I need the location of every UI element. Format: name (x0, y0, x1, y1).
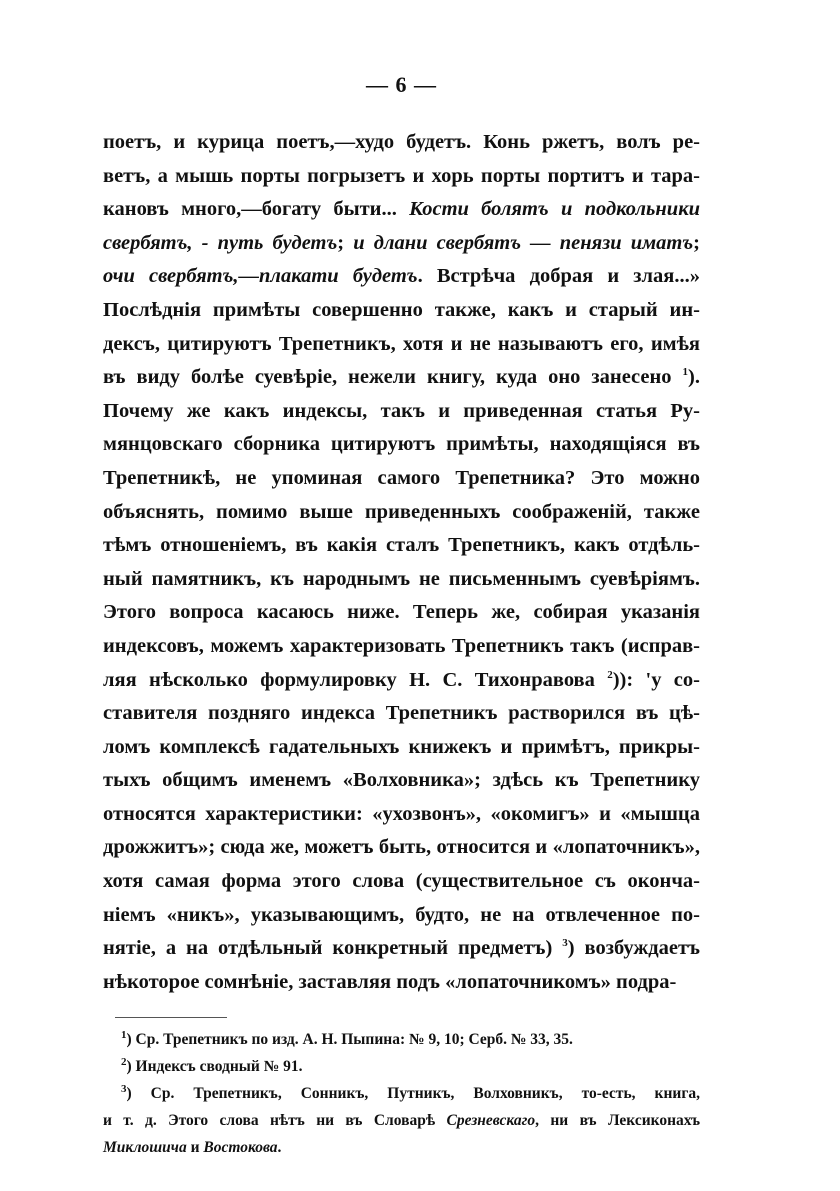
footnote-divider (115, 1017, 227, 1018)
footnote-3: $^3$) Ср. Трепетникъ, Сонникъ, Путникъ, Волховникъ, то-есть, книга, (121, 1083, 700, 1103)
text-line: ветъ, а мышь порты погрызетъ и хорь порты портитъ и тара- (103, 164, 700, 187)
text-line: свербятъ, - путь будетъ; и длани свербятъ — пенязи иматъ; (103, 231, 700, 254)
text-line: ніемъ «никъ», указывающимъ, будто, не на отвлеченное по- (103, 903, 700, 926)
footnote-1: $^1$) Ср. Трепетникъ по изд. А. Н. Пыпина: № 9, 10; Серб. № 33, 35. (121, 1029, 573, 1049)
text-line: ляя нѣсколько формулировку Н. С. Тихонравова $^2$)): 'у со- (103, 668, 700, 691)
text-line: очи свербятъ,—плакати будетъ. Встрѣча добрая и злая...» (103, 265, 700, 288)
text-line: нѣкоторое сомнѣніе, заставляя подъ «лопаточникомъ» подра- (103, 970, 677, 993)
text-line: Послѣднія примѣты совершенно также, какъ и старый ин- (103, 298, 700, 321)
footnote-2: $^2$) Индексъ сводный № 91. (121, 1056, 303, 1076)
text-line: дексъ, цитируютъ Трепетникъ, хотя и не называютъ его, имѣя (103, 332, 700, 355)
text-line: Этого вопроса касаюсь ниже. Теперь же, собирая указанія (103, 601, 700, 624)
text-line: тѣмъ отношеніемъ, въ какія сталъ Трепетникъ, какъ отдѣль- (103, 534, 700, 557)
text-line: относятся характеристики: «ухозвонъ», «окомигъ» и «мышца (103, 802, 700, 825)
text-line: ный памятникъ, къ народнымъ не письменнымъ суевѣріямъ. (103, 567, 700, 590)
footnotes (103, 1026, 700, 1161)
main-text (103, 126, 700, 999)
text-line: хотя самая форма этого слова (существительное съ оконча- (103, 870, 700, 893)
text-line: ломъ комплексѣ гадательныхъ книжекъ и примѣтъ, прикры- (103, 735, 700, 758)
page-number: — 6 — (366, 72, 437, 97)
text-line: нятіе, а на отдѣльный конкретный предметъ) $^3$) возбуждаетъ (103, 937, 700, 960)
text-line: въ виду болѣе суевѣріе, нежели книгу, куда оно занесено $^1$). (103, 366, 700, 389)
footnote-3-continued: Миклошича и Востокова. (103, 1139, 282, 1157)
text-line: тыхъ общимъ именемъ «Волховника»; здѣсь къ Трепетнику (103, 769, 700, 792)
text-line: Трепетникѣ, не упоминая самого Трепетника? Это можно (103, 466, 700, 489)
document-page (103, 70, 700, 1161)
text-line: кановъ много,—богату быти... Кости болятъ и подкольники (103, 198, 700, 221)
text-line: поетъ, и курица поетъ,—худо будетъ. Конь ржетъ, волъ ре- (103, 131, 700, 153)
footnote-3-continued: и т. д. Этого слова нѣтъ ни въ Словарѣ Срезневскаго, ни въ Лексиконахъ (103, 1112, 700, 1130)
text-line: ставителя поздняго индекса Трепетникъ растворился въ цѣ- (103, 702, 700, 725)
text-line: Почему же какъ индексы, такъ и приведенная статья Ру- (103, 399, 700, 422)
text-line: дрожжитъ»; сюда же, можетъ быть, относится и «лопаточникъ», (103, 836, 700, 859)
text-line: объяснять, помимо выше приведенныхъ соображеній, также (103, 500, 700, 523)
text-line: мянцовскаго сборника цитируютъ примѣты, находящіяся въ (103, 433, 700, 456)
text-line: индексовъ, можемъ характеризовать Трепетникъ такъ (исправ- (103, 634, 700, 657)
